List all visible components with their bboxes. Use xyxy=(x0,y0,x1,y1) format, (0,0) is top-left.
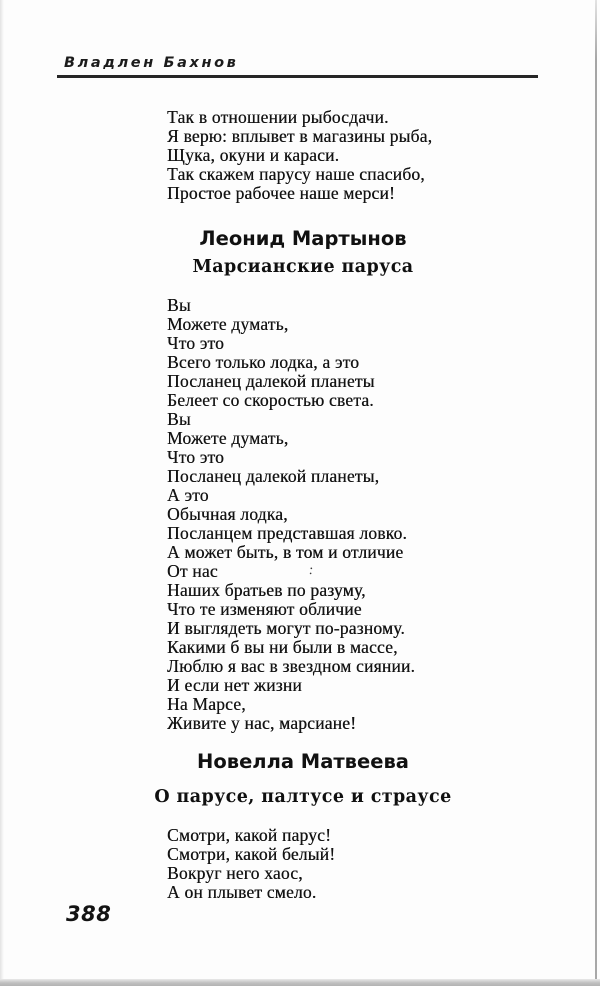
poem-line: Что это xyxy=(167,333,224,353)
poem-line: Можете думать, xyxy=(167,428,289,448)
running-header-author: Владлен Бахнов xyxy=(64,55,239,71)
poem-line: Посланцем представшая ловко. xyxy=(167,523,408,543)
poem-line: Белеет со скоростью света. xyxy=(167,390,374,410)
scan-edge-left xyxy=(0,0,4,986)
poem-line: Так в отношении рыбосдачи. xyxy=(167,107,389,127)
poem-line: Простое рабочее наше мерси! xyxy=(167,183,395,203)
author-heading-matveeva: Новелла Матвеева xyxy=(197,750,409,773)
poem-line: Можете думать, xyxy=(167,314,289,334)
poem-line: Вы xyxy=(167,295,191,315)
poem-stanza-martynov xyxy=(167,296,415,733)
poem-line: Смотри, какой парус! xyxy=(167,825,332,845)
poem-title-matveeva: О парусе, палтусе и страусе xyxy=(154,787,452,807)
scan-edge-right xyxy=(595,0,597,986)
poem-line: Так скажем парусу наше спасибо, xyxy=(167,164,425,184)
poem-line: А он плывет смело. xyxy=(167,882,317,902)
scan-edge-bottom xyxy=(0,979,600,986)
poem-line: Посланец далекой планеты, xyxy=(167,466,380,486)
poem-line: Живите у нас, марсиане! xyxy=(167,713,357,733)
poem-line: Я верю: вплывет в магазины рыба, xyxy=(167,126,433,146)
poem-line: Что те изменяют обличие xyxy=(167,599,362,619)
poem-line: Обычная лодка, xyxy=(167,504,288,524)
author-heading-martynov: Леонид Мартынов xyxy=(199,227,407,250)
poem-line: Какими б вы ни были в массе, xyxy=(167,637,398,657)
poem-line: Щука, окуни и караси. xyxy=(167,145,340,165)
scan-speck: : xyxy=(308,562,314,579)
poem-line: Вокруг него хаос, xyxy=(167,863,303,883)
poem-line: Вы xyxy=(167,409,191,429)
poem-line: Люблю я вас в звездном сиянии. xyxy=(167,656,416,676)
poem-line: А это xyxy=(167,485,209,505)
poem-line: И если нет жизни xyxy=(167,675,302,695)
poem-line: А может быть, в том и отличие xyxy=(167,542,404,562)
poem-stanza-matveeva xyxy=(167,826,335,902)
poem-line: Посланец далекой планеты xyxy=(167,371,375,391)
poem-line: На Марсе, xyxy=(167,694,246,714)
poem-line: Всего только лодка, а это xyxy=(167,352,360,372)
poem-line: Наших братьев по разуму, xyxy=(167,580,366,600)
poem-line: И выглядеть могут по-разному. xyxy=(167,618,405,638)
poem-line: От нас xyxy=(167,561,218,581)
poem-line: Что это xyxy=(167,447,224,467)
poem-line: Смотри, какой белый! xyxy=(167,844,336,864)
poem-title-martynov: Марсианские паруса xyxy=(192,257,414,277)
poem-stanza-intro xyxy=(167,108,432,203)
page-number: 388 xyxy=(66,902,112,926)
header-rule xyxy=(57,75,538,78)
